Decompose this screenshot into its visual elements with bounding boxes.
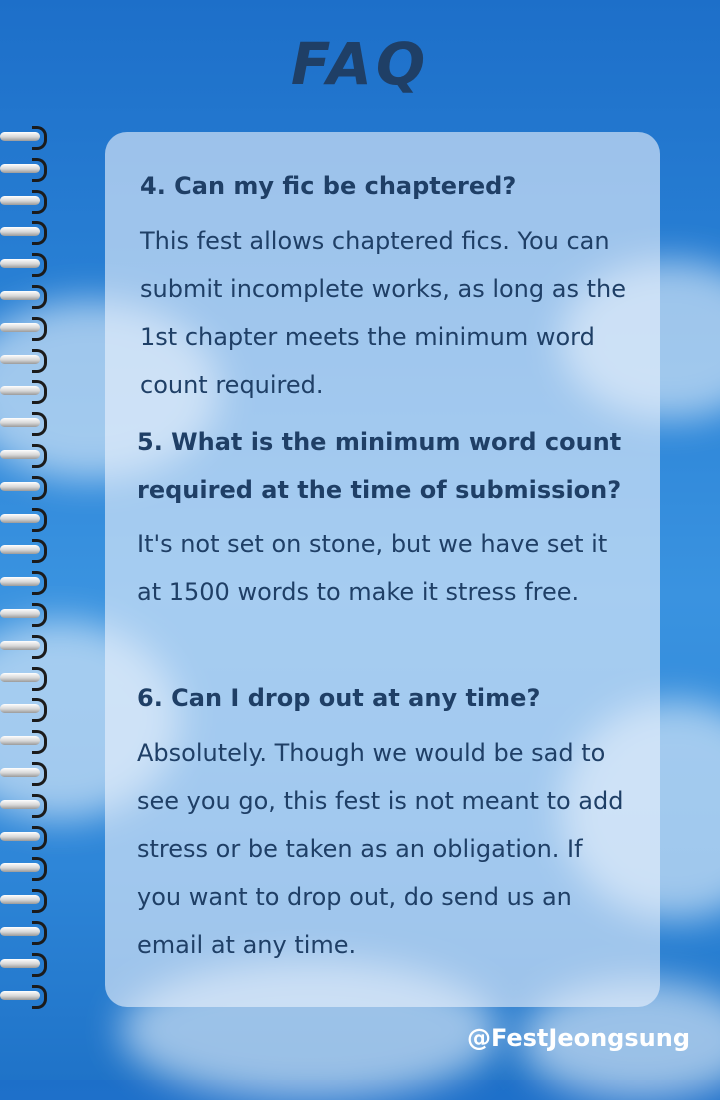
spiral-ring (0, 728, 60, 760)
spiral-ring (0, 569, 60, 601)
spiral-ring-hook (32, 317, 47, 341)
spiral-ring-hook (32, 826, 47, 850)
faq-answer-4: This fest allows chaptered fics. You can submit incomplete works, as long as the 1st chapter meets the minimum word count required. (140, 227, 626, 399)
spiral-ring-hook (32, 921, 47, 945)
spiral-ring-hook (32, 508, 47, 532)
spiral-ring-hook (32, 476, 47, 500)
spiral-ring-hook (32, 889, 47, 913)
spiral-ring-hook (32, 953, 47, 977)
spiral-ring (0, 188, 60, 220)
spiral-ring (0, 983, 60, 1015)
spiral-ring-hook (32, 571, 47, 595)
spiral-ring (0, 442, 60, 474)
spiral-ring (0, 474, 60, 506)
spiral-ring (0, 887, 60, 919)
spiral-ring-hook (32, 730, 47, 754)
spiral-ring (0, 665, 60, 697)
spiral-ring (0, 601, 60, 633)
social-handle: @FestJeongsung (466, 1024, 690, 1052)
faq-answer-6: Absolutely. Though we would be sad to see you go, this fest is not meant to add stress or be taken as an obligation. If you want to drop out, do send us an email at any time. (137, 739, 624, 959)
faq-answer-5: It's not set on stone, but we have set it at 1500 words to make it stress free. (137, 530, 608, 606)
spiral-ring-hook (32, 380, 47, 404)
spiral-ring (0, 315, 60, 347)
spiral-ring-hook (32, 762, 47, 786)
faq-question-4: 4. Can my fic be chaptered? (140, 172, 517, 200)
spiral-ring-hook (32, 857, 47, 881)
spiral-ring (0, 378, 60, 410)
spiral-ring-hook (32, 794, 47, 818)
spiral-ring-hook (32, 539, 47, 563)
page-title: FAQ (290, 30, 430, 98)
faq-question-6: 6. Can I drop out at any time? (137, 684, 541, 712)
spiral-ring (0, 824, 60, 856)
spiral-ring (0, 506, 60, 538)
spiral-ring (0, 156, 60, 188)
spiral-ring (0, 251, 60, 283)
spiral-ring (0, 283, 60, 315)
spiral-ring (0, 919, 60, 951)
spiral-ring-hook (32, 158, 47, 182)
spiral-ring-hook (32, 285, 47, 309)
spiral-ring (0, 537, 60, 569)
spiral-ring-hook (32, 985, 47, 1009)
spiral-ring-hook (32, 667, 47, 691)
spiral-ring (0, 760, 60, 792)
spiral-ring-hook (32, 349, 47, 373)
spiral-ring (0, 792, 60, 824)
spiral-ring (0, 124, 60, 156)
spiral-ring-hook (32, 221, 47, 245)
spiral-ring-hook (32, 635, 47, 659)
spiral-ring-hook (32, 603, 47, 627)
spiral-ring-hook (32, 253, 47, 277)
spiral-ring (0, 951, 60, 983)
spiral-ring-hook (32, 126, 47, 150)
spiral-ring-hook (32, 190, 47, 214)
spiral-ring (0, 696, 60, 728)
spiral-ring-hook (32, 698, 47, 722)
spiral-ring-hook (32, 412, 47, 436)
spiral-ring (0, 219, 60, 251)
spiral-ring (0, 410, 60, 442)
spiral-ring (0, 855, 60, 887)
spiral-ring (0, 347, 60, 379)
spiral-ring (0, 633, 60, 665)
spiral-ring-hook (32, 444, 47, 468)
faq-question-5: 5. What is the minimum word count required at the time of submission? (137, 428, 622, 504)
spiral-binding (0, 124, 60, 1014)
